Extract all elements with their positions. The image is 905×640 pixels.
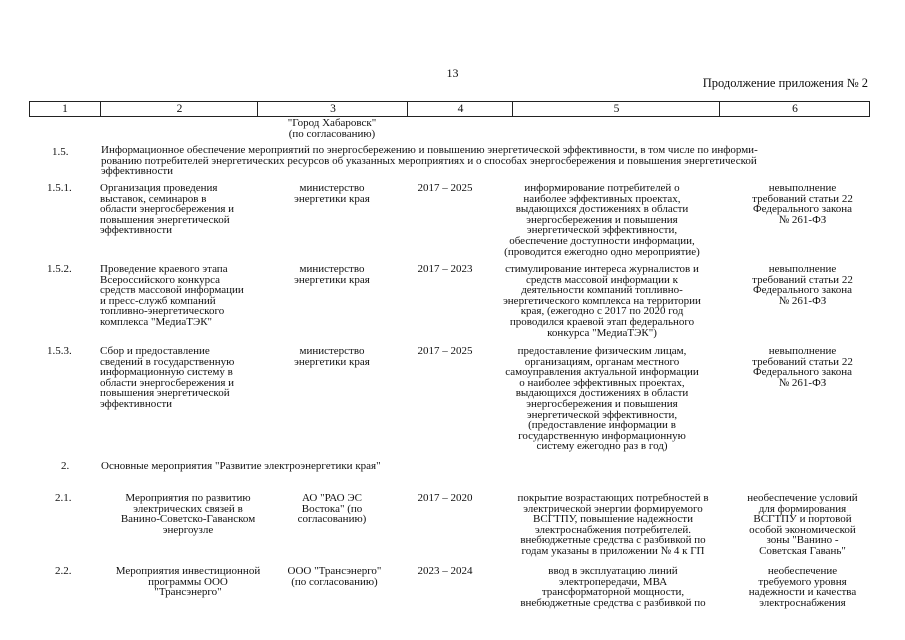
row-number: 1.5.3.: [47, 345, 72, 357]
consequence: невыполнение требований статьи 22 Федерального закона № 261-ФЗ: [752, 182, 853, 226]
continued-cell-fragment: "Город Хабаровск" (по согласованию): [287, 117, 377, 140]
consequence: невыполнение требований статьи 22 Федерального закона № 261-ФЗ: [752, 345, 853, 389]
expected-result: стимулирование интереса журналистов и средств массовой информации к деятельности компаний топливно- энергетического комплекса на территории края, (ежегодно с 2017 по 2020 год проводился краевой этап федерального конкурса "МедиаТЭК"): [503, 263, 701, 339]
row-number: 1.5.: [52, 146, 69, 158]
section-title: Основные мероприятия "Развитие электроэнергетики края": [101, 460, 381, 472]
header-col-1: 1: [62, 103, 68, 115]
page-number: 13: [446, 66, 459, 80]
executor: АО "РАО ЭС Востока" (по согласованию): [297, 492, 367, 526]
expected-result: ввод в эксплуатацию линий электропередачи, МВА трансформаторной мощности, внебюджетные средства с разбивкой по: [520, 565, 706, 609]
row-number: 2.: [61, 460, 70, 472]
executor: министерство энергетики края: [294, 182, 370, 205]
row-number: 1.5.2.: [47, 263, 72, 275]
expected-result: информирование потребителей о наиболее эффективных проектах, выдающихся достижениях в области энергосбережения и повышения энергетической эффективности, обеспечение доступности информации, (проводится ежегодно одно мероприятие): [504, 182, 700, 258]
row-number: 2.1.: [55, 492, 72, 504]
period: 2017 – 2020: [417, 492, 473, 504]
header-col-2: 2: [100, 102, 258, 116]
header-col-3: 3: [257, 102, 408, 116]
consequence: необеспечение требуемого уровня надежности и качества электроснабжения: [748, 565, 857, 609]
executor: министерство энергетики края: [294, 345, 370, 368]
executor: ООО "Трансэнерго" (по согласованию): [287, 565, 382, 588]
consequence: необеспечение условий для формирования ВСГТПУ и портовой особой экономической зоны "Ванино - Советская Гавань": [747, 492, 858, 557]
period: 2023 – 2024: [417, 565, 473, 577]
period: 2017 – 2023: [417, 263, 473, 275]
measure-name: Организация проведения выставок, семинаров в области энергосбережения и повышения энергетической эффективности: [100, 182, 235, 237]
period: 2017 – 2025: [417, 345, 473, 357]
header-col-4: 4: [407, 102, 513, 116]
table-header: [29, 101, 870, 117]
expected-result: покрытие возрастающих потребностей в электрической энергии формируемого ВСГТПУ, повышение надежности электроснабжения потребителей. внебюджетные средства с разбивкой по годам указаны в приложении № 4 к ГП: [517, 492, 709, 557]
measure-name: Мероприятия инвестиционной программы ООО "Трансэнерго": [115, 565, 261, 599]
row-number: 2.2.: [55, 565, 72, 577]
period: 2017 – 2025: [417, 182, 473, 194]
header-col-6: 6: [719, 102, 870, 116]
measure-name: Сбор и предоставление сведений в государственную информационную систему в области энергосбережения и повышения энергетической эффективности: [100, 345, 235, 410]
header-col-5: 5: [512, 102, 720, 116]
executor: министерство энергетики края: [294, 263, 370, 286]
measure-name: Проведение краевого этапа Всероссийского конкурса средств массовой информации и пресс-служб компаний топливно-энергетического комплекса "МедиаТЭК": [100, 263, 244, 328]
section-title: Информационное обеспечение мероприятий по энергосбережению и повышению энергетической эффективности, в том числе по информи- рованию потребителей энергетических ресурсов об указанных мероприятиях и о способах энергосбережения и повышения энергетической эффективности: [101, 144, 758, 178]
expected-result: предоставление физическим лицам, организациям, органам местного самоуправления актуальной информации о наиболее эффективных проектах, выдающихся достижениях в области энергосбережения и повышения энергетической эффективности, (предоставление информации в государственную информационную систему ежегодно раз в год): [505, 345, 699, 453]
measure-name: Мероприятия по развитию электрических связей в Ванино-Советско-Гаванском энергоузле: [120, 492, 256, 536]
consequence: невыполнение требований статьи 22 Федерального закона № 261-ФЗ: [752, 263, 853, 307]
appendix-caption: Продолжение приложения № 2: [702, 76, 868, 90]
row-number: 1.5.1.: [47, 182, 72, 194]
